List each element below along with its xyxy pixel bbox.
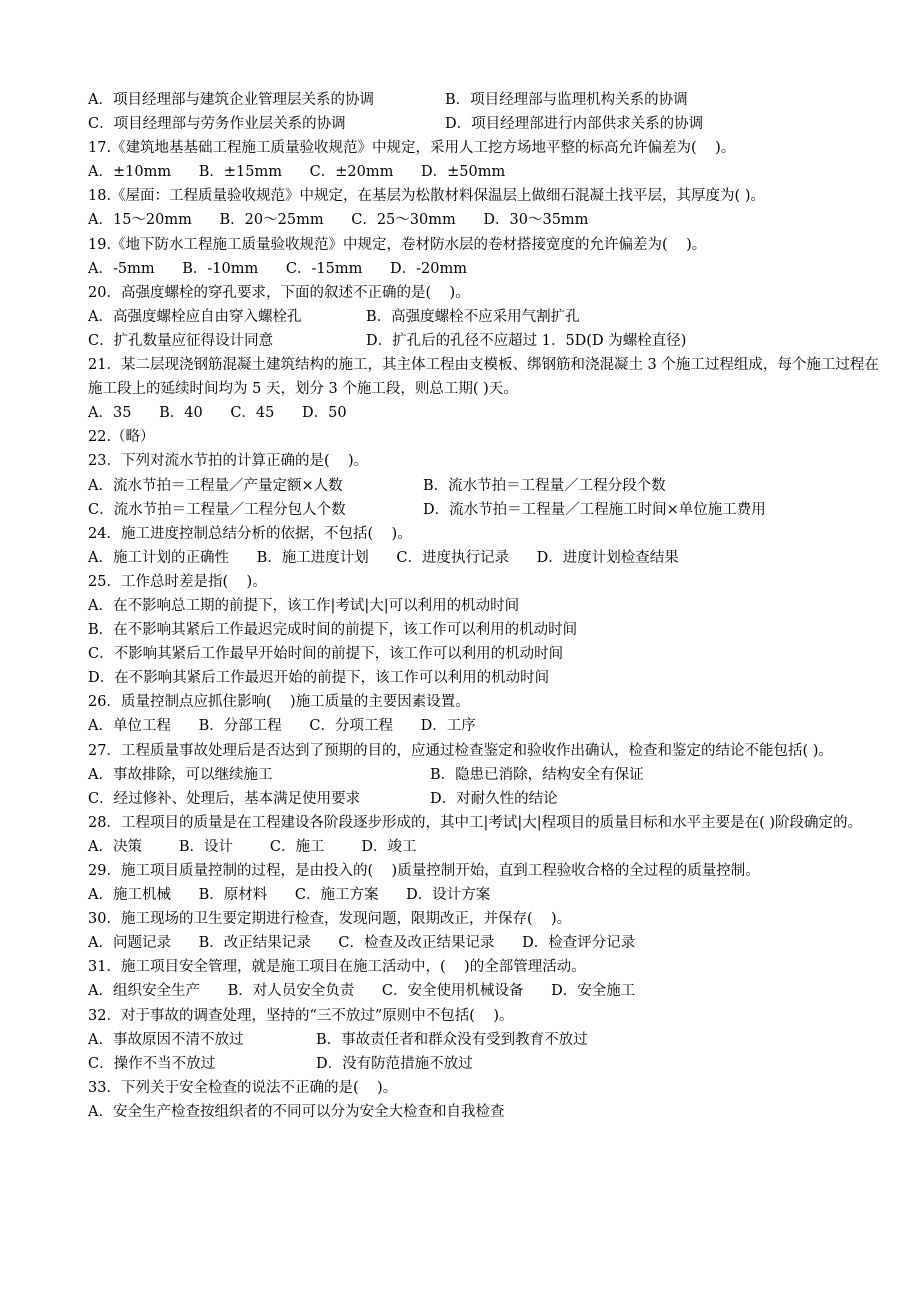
option-row [88, 787, 888, 811]
text-line: C．不影响其紧后工作最早开始时间的前提下，该工作可以利用的机动时间 [88, 646, 564, 663]
text-line: 30．施工现场的卫生要定期进行检查，发现问题，限期改正，并保存( )。 [88, 911, 572, 928]
text-line: 17.《建筑地基基础工程施工质量验收规范》中规定，采用人工挖方场地平整的标高允许偏差为( )。 [88, 140, 736, 157]
option-row [88, 88, 888, 112]
option-text: A．项目经理部与建筑企业管理层关系的协调 [88, 92, 374, 108]
option-row [88, 763, 888, 787]
text-line: 21．某二层现浇钢筋混凝土建筑结构的施工，其主体工程由支模板、绑钢筋和浇混凝土 3 个施工过程组成，每个施工过程在施工段上的延续时间均为 5 天，划分 3 个施工段，则总工期( )天。 [88, 357, 879, 398]
text-line: 25．工作总时差是指( )。 [88, 573, 267, 590]
text-line: 32．对于事故的调查处理，坚持的“三不放过”原则中不包括( )。 [88, 1007, 514, 1024]
text-line: 19.《地下防水工程施工质量验收规范》中规定，卷材防水层的卷材搭接宽度的允许偏差为( )。 [88, 236, 707, 253]
option-text: C．流水节拍＝工程量／工程分包人个数 [88, 501, 346, 518]
option-text: C．项目经理部与劳务作业层关系的协调 [88, 116, 346, 133]
text-line: A．决策 B．设计 C．施工 D．竣工 [88, 838, 417, 855]
text-line: 23．下列对流水节拍的计算正确的是( )。 [88, 453, 369, 470]
option-row [88, 1052, 888, 1076]
text-line: 28．工程项目的质量是在工程建设各阶段逐步形成的，其中工|考试|大|程项目的质量目标和水平主要是在( )阶段确定的。 [88, 814, 863, 831]
text-line: A．施工机械 B．原材料 C．施工方案 D．设计方案 [88, 887, 491, 904]
text-line: 22.（略） [88, 429, 155, 446]
text-line: A．问题记录 B．改正结果记录 C．检查及改正结果记录 D．检查评分记录 [88, 935, 636, 952]
text-line: 33．下列关于安全检查的说法不正确的是( )。 [88, 1079, 398, 1096]
option-row [88, 305, 888, 329]
text-line: 26．质量控制点应抓住影响( )施工质量的主要因素设置。 [88, 694, 470, 711]
text-line: 27．工程质量事故处理后是否达到了预期的目的，应通过检查鉴定和验收作出确认，检查和鉴定的结论不能包括( )。 [88, 742, 833, 759]
text-line: A．35 B．40 C．45 D．50 [88, 405, 347, 422]
option-row [88, 498, 888, 522]
option-row [88, 112, 888, 136]
option-text: B．隐患已消除，结构安全有保证 [430, 766, 644, 783]
option-text: A．事故排除，可以继续施工 [88, 766, 273, 783]
option-text: B．高强度螺栓不应采用气割扩孔 [366, 308, 580, 325]
option-text: D．流水节拍＝工程量／工程施工时间×单位施工费用 [423, 501, 766, 518]
text-line: A．±10mm B．±15mm C．±20mm D．±50mm [88, 164, 506, 181]
text-line: D．在不影响其紧后工作最迟开始的前提下，该工作可以利用的机动时间 [88, 670, 550, 687]
option-text: D．扩孔后的孔径不应超过 1．5D(D 为螺栓直径) [366, 332, 687, 349]
option-text: C．经过修补、处理后，基本满足使用要求 [88, 790, 361, 807]
option-text: B．流水节拍＝工程量／工程分段个数 [423, 477, 666, 494]
option-row [88, 329, 888, 353]
option-text: D．对耐久性的结论 [430, 790, 558, 807]
text-line: 18.《屋面：工程质量验收规范》中规定，在基层为松散材料保温层上做细石混凝土找平层，其厚度为( )。 [88, 188, 765, 205]
option-text: A．流水节拍＝工程量／产量定额×人数 [88, 477, 343, 494]
option-row [88, 474, 888, 498]
text-line: 31．施工项目安全管理，就是施工项目在施工活动中，( )的全部管理活动。 [88, 959, 586, 976]
text-line: A．-5mm B．-10mm C．-15mm D．-20mm [88, 260, 467, 277]
option-row [88, 1028, 888, 1052]
option-text: B．项目经理部与监理机构关系的协调 [445, 92, 688, 108]
text-line: 29．施工项目质量控制的过程，是由投入的( )质量控制开始，直到工程验收合格的全过程的质量控制。 [88, 863, 760, 879]
text-line: A．安全生产检查按组织者的不同可以分为安全大检查和自我检查 [88, 1103, 505, 1120]
text-line: B．在不影响其紧后工作最迟完成时间的前提下，该工作可以利用的机动时间 [88, 622, 578, 639]
text-line: A．单位工程 B．分部工程 C．分项工程 D．工序 [88, 718, 476, 735]
option-text: A．事故原因不清不放过 [88, 1031, 244, 1048]
text-line: A．施工计划的正确性 B．施工进度计划 C．进度执行记录 D．进度计划检查结果 [88, 549, 679, 566]
document-body [88, 88, 888, 1124]
option-text: D．没有防范措施不放过 [316, 1055, 473, 1072]
option-text: B．事故责任者和群众没有受到教育不放过 [316, 1031, 588, 1048]
text-line: A．15～20mm B．20～25mm C．25～30mm D．30～35mm [88, 212, 589, 229]
option-text: C．扩孔数量应征得设计同意 [88, 332, 274, 349]
text-line: A．在不影响总工期的前提下，该工作|考试|大|可以利用的机动时间 [88, 597, 520, 614]
text-line: 20．高强度螺栓的穿孔要求，下面的叙述不正确的是( )。 [88, 284, 470, 301]
option-text: A．高强度螺栓应自由穿入螺栓孔 [88, 308, 302, 325]
option-text: C．操作不当不放过 [88, 1055, 216, 1072]
text-line: A．组织安全生产 B．对人员安全负责 C．安全使用机械设备 D．安全施工 [88, 983, 636, 1000]
option-text: D．项目经理部进行内部供求关系的协调 [445, 116, 704, 133]
text-line: 24．施工进度控制总结分析的依据，不包括( )。 [88, 525, 412, 542]
